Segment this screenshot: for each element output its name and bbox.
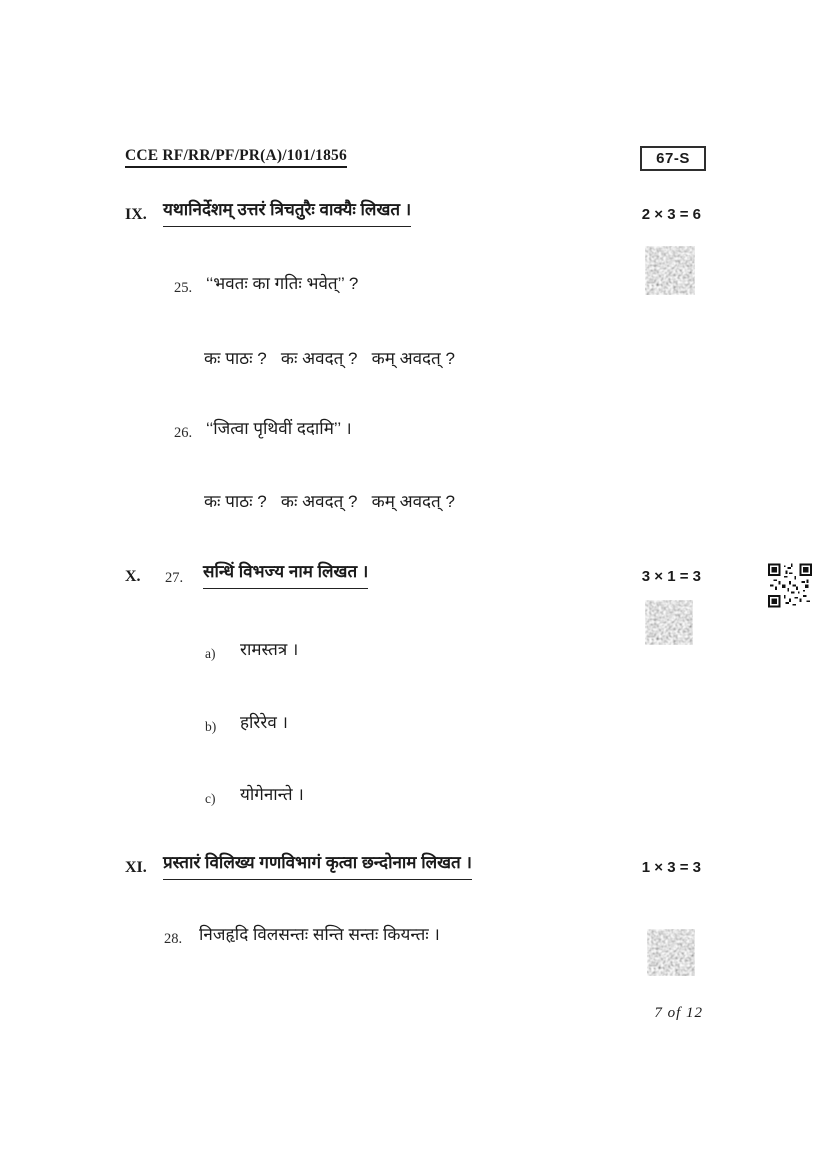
section-x-title: सन्धिं विभज्य नाम लिखत । <box>203 561 368 589</box>
section-ix-marks: 2 × 3 = 6 <box>641 206 701 223</box>
question-subtext: कः पाठः ? कः अवदत् ? कम् अवदत् ? <box>204 492 455 511</box>
section-x-marks: 3 × 1 = 3 <box>641 568 701 585</box>
blurred-stamp-3 <box>647 929 695 976</box>
option-label: a) <box>205 646 216 661</box>
section-xi-title: प्रस्तारं विलिख्य गणविभागं कृत्वा छन्दोनाम लिखत । <box>163 852 472 880</box>
section-x-numeral: X. <box>125 568 141 585</box>
version-code: 67-S <box>656 150 690 167</box>
qr-code-icon <box>768 563 812 608</box>
blurred-stamp-1 <box>645 246 695 295</box>
option-text: हरिरेव । <box>240 713 288 732</box>
paper-code: CCE RF/RR/PF/PR(A)/101/1856 <box>125 147 347 168</box>
version-code-box <box>640 146 706 171</box>
blurred-stamp-2 <box>645 600 693 645</box>
section-xi-marks: 1 × 3 = 3 <box>641 859 701 876</box>
question-number: 25. <box>174 280 193 296</box>
question-text: ‘‘भवतः का गतिः भवेत्’’ ? <box>206 274 359 293</box>
question-number: 28. <box>164 931 183 947</box>
question-number: 26. <box>174 425 193 441</box>
question-text: निजहृदि विलसन्तः सन्ति सन्तः कियन्तः । <box>199 925 440 944</box>
question-number: 27. <box>165 570 184 586</box>
option-label: b) <box>205 719 217 734</box>
question-subtext: कः पाठः ? कः अवदत् ? कम् अवदत् ? <box>204 349 455 368</box>
option-text: योगेनान्ते । <box>240 785 304 804</box>
question-text: ‘‘जित्वा पृथिवीं ददामि’’ । <box>206 419 352 438</box>
section-ix-title: यथानिर्देशम् उत्तरं त्रिचतुरैः वाक्यैः लिखत । <box>163 199 411 227</box>
section-ix-numeral: IX. <box>125 206 147 223</box>
option-text: रामस्तत्र । <box>240 640 299 659</box>
section-xi-numeral: XI. <box>125 859 147 876</box>
page-indicator: 7 of 12 <box>654 1005 703 1021</box>
option-label: c) <box>205 791 216 806</box>
